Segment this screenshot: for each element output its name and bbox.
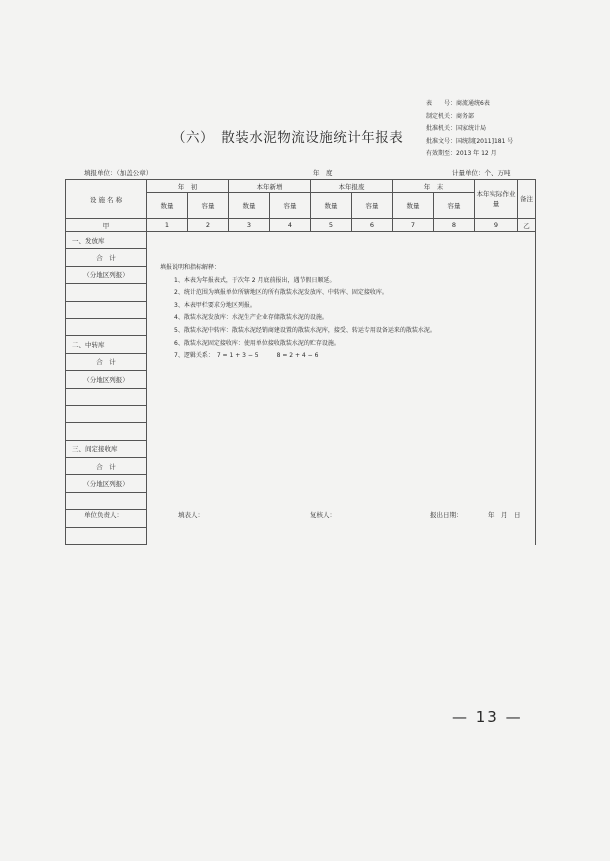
data-area-cell: [147, 388, 536, 405]
filler-unit-label: 填报单位：（加盖公章）: [84, 169, 153, 177]
code-cell: 2: [188, 219, 229, 232]
year-label: 年 度: [313, 169, 333, 177]
data-area-cell: [147, 423, 536, 440]
subheader-cell: 数量: [311, 193, 352, 219]
report-date-fields: 年 月 日: [488, 511, 521, 519]
facility-cell: [66, 301, 147, 318]
instructions: [160, 262, 520, 363]
meta-form-number: 表 号：商流通统6表: [426, 100, 490, 107]
code-cell: 3: [229, 219, 270, 232]
table-row: [66, 405, 536, 422]
instruction-item: 2、统计范围为填报单位所辖地区的所有散装水泥发放库、中转库、固定接收库。: [174, 289, 388, 297]
reviewer-label: 复核人：: [310, 511, 336, 519]
meta-approving-authority: 批准机关：国家统计局: [426, 125, 487, 132]
code-cell: 8: [434, 219, 475, 232]
instruction-item: 4、散装水泥发放库：水泥生产企业存储散装水泥的设施。: [174, 314, 328, 322]
data-area-cell: [147, 458, 536, 475]
measure-unit-label: 计量单位：个、万吨: [452, 169, 511, 177]
table-row: [66, 510, 536, 527]
data-area-cell: [147, 510, 536, 527]
table-row: [66, 527, 536, 544]
header-group-end: 年 末: [393, 180, 475, 193]
facility-cell: （分地区列报）: [66, 371, 147, 388]
header-facility-name: 设 施 名 称: [66, 180, 147, 219]
page-title: （六） 散装水泥物流设施统计年报表: [172, 130, 404, 146]
facility-cell: 二、中转库: [66, 336, 147, 353]
data-area-cell: [147, 405, 536, 422]
instruction-item: 3、本表甲栏要求分地区列报。: [174, 301, 256, 309]
instruction-item: 5、散装水泥中转库：散装水泥经销商建设置的散装水泥库，接受、转运专用设备运来的散装水泥。: [174, 326, 436, 334]
report-date-label: 报出日期：: [430, 511, 463, 519]
code-cell: 7: [393, 219, 434, 232]
header-group-start: 年 初: [147, 180, 229, 193]
filler-person-label: 填表人：: [178, 511, 204, 519]
meta-approval-number: 批准文号：国统制[2011]181 号: [426, 137, 514, 145]
form-metadata: [426, 98, 596, 161]
facility-cell: （分地区列报）: [66, 266, 147, 283]
facility-cell: 合 计: [66, 353, 147, 370]
facility-cell: 合 计: [66, 458, 147, 475]
meta-issuing-authority: 制定机关：商务部: [426, 112, 475, 120]
data-area-cell: [147, 527, 536, 544]
code-cell: 4: [270, 219, 311, 232]
instruction-item: 7、逻辑关系： 7 = 1 + 3 − 5 8 = 2 + 4 − 6: [174, 352, 319, 360]
instruction-item: 6、散装水泥固定接收库：使用单位接收散装水泥的贮存设施。: [174, 339, 340, 347]
subheader-cell: 数量: [229, 193, 270, 219]
page-number: — 13 —: [452, 708, 523, 726]
instruction-item: 1、本表为年报表式，于次年 2 月底前报出，遇节假日顺延。: [174, 276, 336, 284]
facility-cell: [66, 405, 147, 422]
subheader-cell: 容量: [434, 193, 475, 219]
table-row: [66, 475, 536, 492]
code-cell: 1: [147, 219, 188, 232]
facility-cell: [66, 388, 147, 405]
header-group-scrapped: 本年报废: [311, 180, 393, 193]
code-cell: 乙: [518, 219, 536, 232]
table-row: [66, 423, 536, 440]
table-row: [66, 492, 536, 509]
header-remark: 备注: [518, 180, 536, 219]
table-header-row: [66, 180, 536, 193]
table-row: [66, 371, 536, 388]
data-area-cell: [147, 232, 536, 249]
subheader-cell: 容量: [352, 193, 393, 219]
facility-cell: [66, 423, 147, 440]
facility-cell: [66, 527, 147, 544]
code-cell: 5: [311, 219, 352, 232]
code-cell: 9: [475, 219, 518, 232]
unit-head-label: 单位负责人：: [84, 511, 123, 519]
code-cell: 甲: [66, 219, 147, 232]
table-row: [66, 440, 536, 457]
data-area-cell: [147, 371, 536, 388]
table-row: [66, 232, 536, 249]
subheader-cell: 容量: [270, 193, 311, 219]
data-area-cell: [147, 492, 536, 509]
facility-cell: （分地区列报）: [66, 475, 147, 492]
subheader-cell: 容量: [188, 193, 229, 219]
table-row: [66, 388, 536, 405]
column-code-row: [66, 219, 536, 232]
instructions-heading: 填报说明和指标解释：: [160, 264, 221, 271]
facility-cell: [66, 492, 147, 509]
header-actual-volume: 本年实际作业量: [475, 180, 518, 219]
data-area-cell: [147, 475, 536, 492]
header-group-added: 本年新增: [229, 180, 311, 193]
code-cell: 6: [352, 219, 393, 232]
facility-cell: [66, 318, 147, 335]
facility-cell: 一、发放库: [66, 232, 147, 249]
subheader-cell: 数量: [393, 193, 434, 219]
table-row: [66, 458, 536, 475]
facility-cell: [66, 284, 147, 301]
facility-cell: 三、间定接收库: [66, 440, 147, 457]
data-area-cell: [147, 440, 536, 457]
facility-cell: 合 计: [66, 249, 147, 266]
meta-valid-until: 有效期至：2013 年 12 月: [426, 150, 497, 157]
subheader-cell: 数量: [147, 193, 188, 219]
